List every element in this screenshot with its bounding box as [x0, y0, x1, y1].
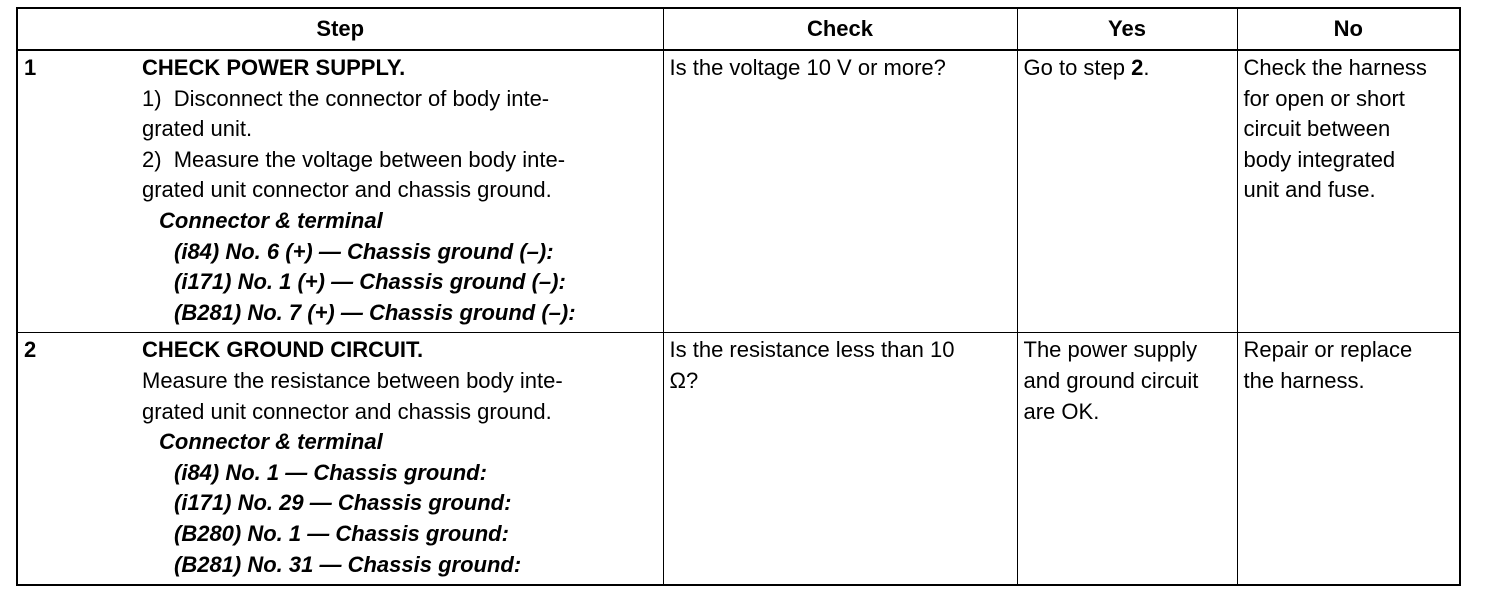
- terminal-item: (i171) No. 29 — Chassis ground:: [174, 490, 512, 516]
- description-line: Measure the resistance between body inte-: [142, 367, 563, 393]
- step-cell: [17, 333, 663, 585]
- no-text-line: body integrated: [1243, 146, 1396, 172]
- instruction-number: 2): [142, 146, 162, 172]
- check-text: Is the voltage 10 V or more?: [669, 55, 946, 80]
- header-no: No: [1237, 8, 1460, 50]
- instruction-item: [142, 84, 653, 115]
- yes-cell: [1017, 50, 1237, 333]
- check-cell: [663, 333, 1017, 585]
- check-text-line: Ω?: [669, 367, 699, 393]
- no-cell: [1237, 50, 1460, 333]
- step-number: 2: [24, 337, 37, 363]
- instruction-text: Measure the voltage between body inte-: [173, 146, 566, 172]
- step-body: [142, 335, 663, 580]
- description-line: grated unit connector and chassis ground.: [142, 398, 552, 424]
- header-yes: Yes: [1017, 8, 1237, 50]
- yes-cell: [1017, 333, 1237, 585]
- header-row: [17, 8, 1460, 50]
- connector-label: Connector & terminal: [159, 207, 383, 233]
- terminal-item: (B281) No. 31 — Chassis ground:: [174, 551, 522, 577]
- terminal-item: (i84) No. 1 — Chassis ground:: [174, 459, 487, 485]
- yes-text-line: are OK.: [1023, 398, 1100, 424]
- no-text-line: Check the harness: [1243, 55, 1427, 80]
- step-title: CHECK GROUND CIRCUIT.: [142, 337, 424, 363]
- yes-suffix: .: [1143, 55, 1150, 80]
- step-cell: [17, 50, 663, 333]
- terminal-item: (B280) No. 1 — Chassis ground:: [174, 520, 509, 546]
- step-body: [142, 53, 663, 328]
- no-cell: [1237, 333, 1460, 585]
- instruction-text: grated unit connector and chassis ground.: [142, 177, 552, 203]
- yes-prefix: Go to step: [1023, 55, 1132, 80]
- terminal-item: (i171) No. 1 (+) — Chassis ground (–):: [174, 269, 566, 295]
- instruction-item: [142, 145, 653, 176]
- connector-label: Connector & terminal: [159, 429, 383, 455]
- no-text-line: for open or short: [1243, 85, 1405, 111]
- terminal-item: (i84) No. 6 (+) — Chassis ground (–):: [174, 238, 554, 264]
- check-cell: [663, 50, 1017, 333]
- diagnostic-table: [16, 7, 1461, 586]
- header-step: Step: [17, 8, 663, 50]
- instruction-text: grated unit.: [142, 116, 253, 142]
- no-text-line: Repair or replace: [1243, 337, 1413, 363]
- yes-step-ref: 2: [1131, 55, 1144, 80]
- instruction-number: 1): [142, 85, 162, 111]
- yes-text-line: The power supply: [1023, 337, 1198, 363]
- yes-text-line: and ground circuit: [1023, 367, 1199, 393]
- yes-text: [1024, 53, 1231, 84]
- terminal-item: (B281) No. 7 (+) — Chassis ground (–):: [174, 299, 576, 325]
- step-title: CHECK POWER SUPPLY.: [142, 55, 406, 80]
- no-text-line: the harness.: [1243, 367, 1365, 393]
- no-text-line: unit and fuse.: [1243, 177, 1376, 203]
- instruction-text: Disconnect the connector of body inte-: [173, 85, 550, 111]
- table-row: [17, 50, 1460, 333]
- check-text-line: Is the resistance less than 10: [669, 337, 955, 363]
- no-text-line: circuit between: [1243, 116, 1391, 142]
- table-row: [17, 333, 1460, 585]
- step-number: 1: [24, 55, 37, 80]
- header-check: Check: [663, 8, 1017, 50]
